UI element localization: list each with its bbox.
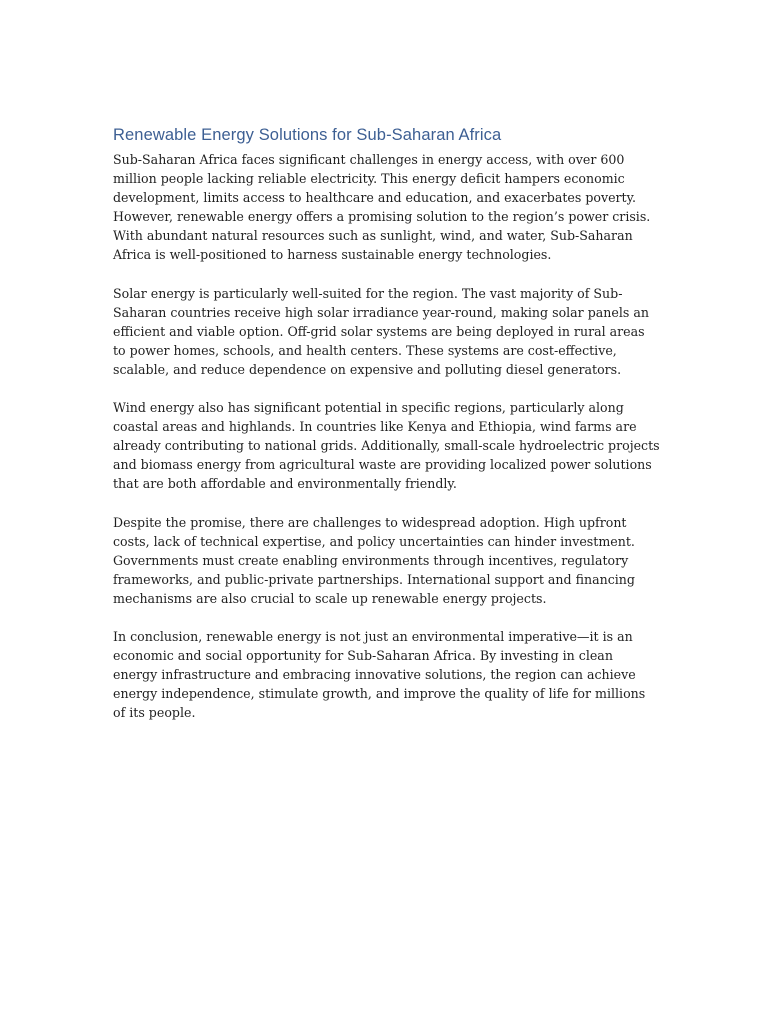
paragraph-challenges: Despite the promise, there are challenges to widespread adoption. High upfront costs, lack of technical expertise, and policy uncertainties can hinder investment. Governments must create enabling environments through incentives, regulatory frameworks, and public-private partnerships. International support and financing mechanisms are also crucial to scale up renewable energy projects.	[113, 514, 635, 606]
paragraph-wind-hydro: Wind energy also has significant potential in specific regions, particularly along coastal areas and highlands. In countries like Kenya and Ethiopia, wind farms are already contributing to national grids. Additionally, small-scale hydroelectric projects and biomass energy from agricultural waste are providing localized power solutions that are both affordable and environmentally friendly.	[113, 400, 660, 492]
paragraph-intro: Sub-Saharan Africa faces significant challenges in energy access, with over 600 million people lacking reliable electricity. This energy deficit hampers economic development, limits access to healthcare and education, and exacerbates poverty. However, renewable energy offers a promising solution to the region’s power crisis. With abundant natural resources such as sunlight, wind, and water, Sub-Saharan Africa is well-positioned to harness sustainable energy technologies.	[113, 152, 651, 263]
paragraph-conclusion: In conclusion, renewable energy is not just an environmental imperative—it is an economic and social opportunity for Sub-Saharan Africa. By investing in clean energy infrastructure and embracing innovative solutions, the region can achieve energy independence, stimulate growth, and improve the quality of life for millions of its people.	[113, 628, 646, 721]
document-title: Renewable Energy Solutions for Sub-Saharan Africa	[113, 126, 502, 144]
document-body	[113, 124, 661, 741]
paragraph-solar: Solar energy is particularly well-suited for the region. The vast majority of Sub-Saharan countries receive high solar irradiance year-round, making solar panels an efficient and viable option. Off-grid solar systems are being deployed in rural areas to power homes, schools, and health centers. These systems are cost-effective, scalable, and reduce dependence on expensive and polluting diesel generators.	[113, 285, 649, 377]
